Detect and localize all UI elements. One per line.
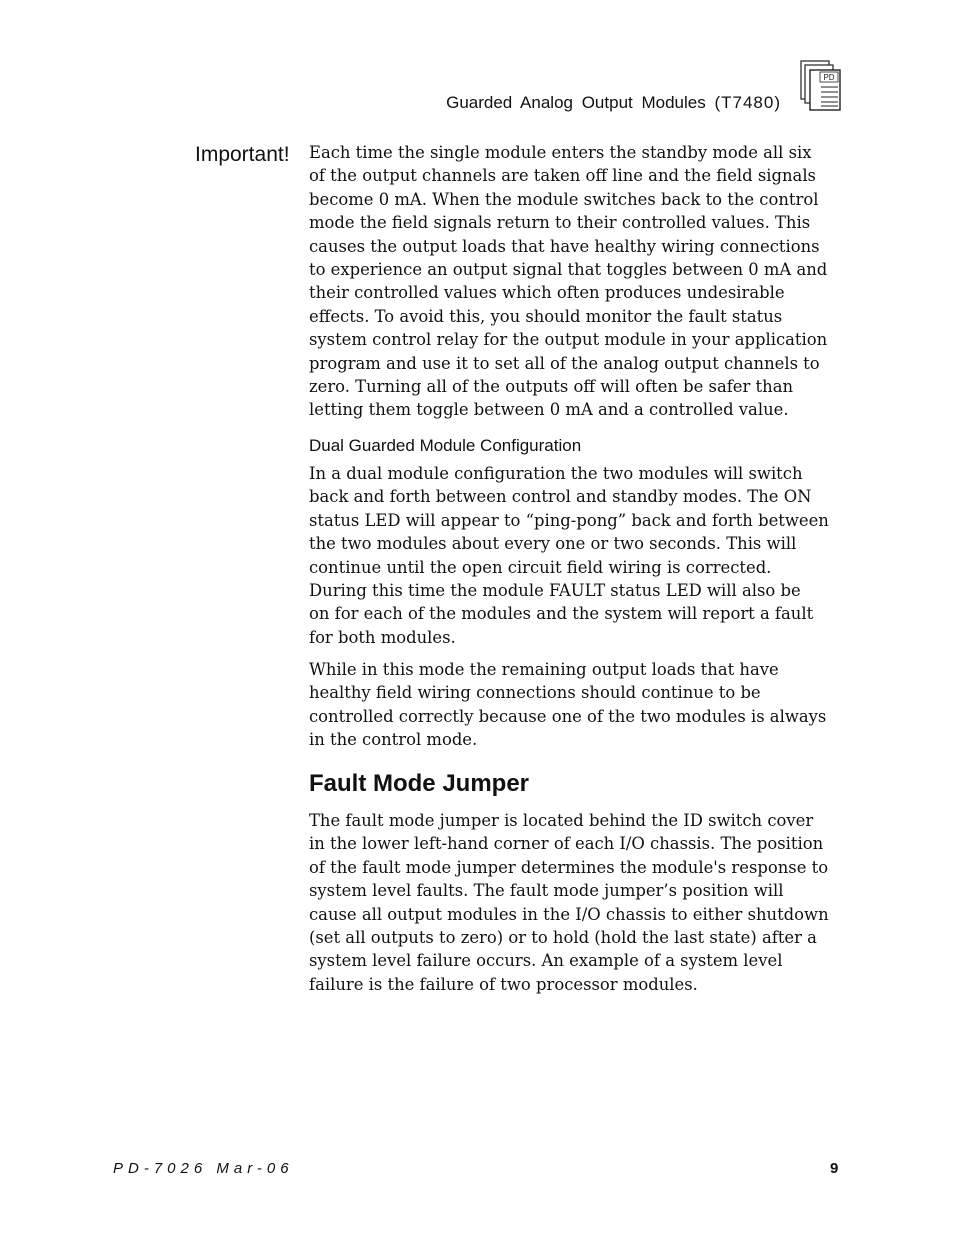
fault-mode-heading: Fault Mode Jumper (309, 770, 530, 797)
pd-document-icon (800, 60, 842, 112)
dual-module-heading: Dual Guarded Module Configuration (309, 436, 582, 455)
dual-module-paragraph-2: While in this mode the remaining output loads that have healthy field wiring connections should continue to be controlled correctly because one of the two modules is always in the control mode. (309, 660, 827, 750)
fault-mode-paragraph: The fault mode jumper is located behind the ID switch cover in the lower left-hand corner of each I/O chassis. The position of the fault mode jumper determines the module's response to system level faults. The fault mode jumper’s position will cause all output modules in the I/O chassis to either shutdown (set all outputs to zero) or to hold (hold the last state) after a system level failure occurs. An example of a system level failure is the failure of two processor modules. (309, 811, 829, 994)
important-label: Important! (195, 143, 290, 166)
header-title: Guarded Analog Output Modules (446, 93, 706, 112)
pd-logo-text: PD (823, 73, 835, 82)
running-header (446, 93, 781, 113)
header-model-code: (T7480) (714, 93, 781, 112)
footer-doc-id: PD-7026 Mar-06 (113, 1160, 294, 1177)
dual-module-paragraph-1: In a dual module configuration the two modules will switch back and forth between control and standby modes. The ON status LED will appear to “ping-pong” back and forth between the two modules about every one or two seconds. This will continue until the open circuit field wiring is corrected. During this time the module FAULT status LED will also be on for each of the modules and the system will report a fault for both modules. (309, 464, 829, 647)
important-paragraph: Each time the single module enters the standby mode all six of the output channels are taken off line and the field signals become 0 mA. When the module switches back to the control mode the field signals return to their controlled values. This causes the output loads that have healthy wiring connections to experience an output signal that toggles between 0 mA and their controlled values which often produces undesirable effects. To avoid this, you should monitor the fault status system control relay for the output module in your application program and use it to set all of the analog output channels to zero. Turning all of the outputs off will often be safer than letting them toggle between 0 mA and a controlled value. (309, 143, 828, 420)
page-number: 9 (830, 1160, 839, 1177)
